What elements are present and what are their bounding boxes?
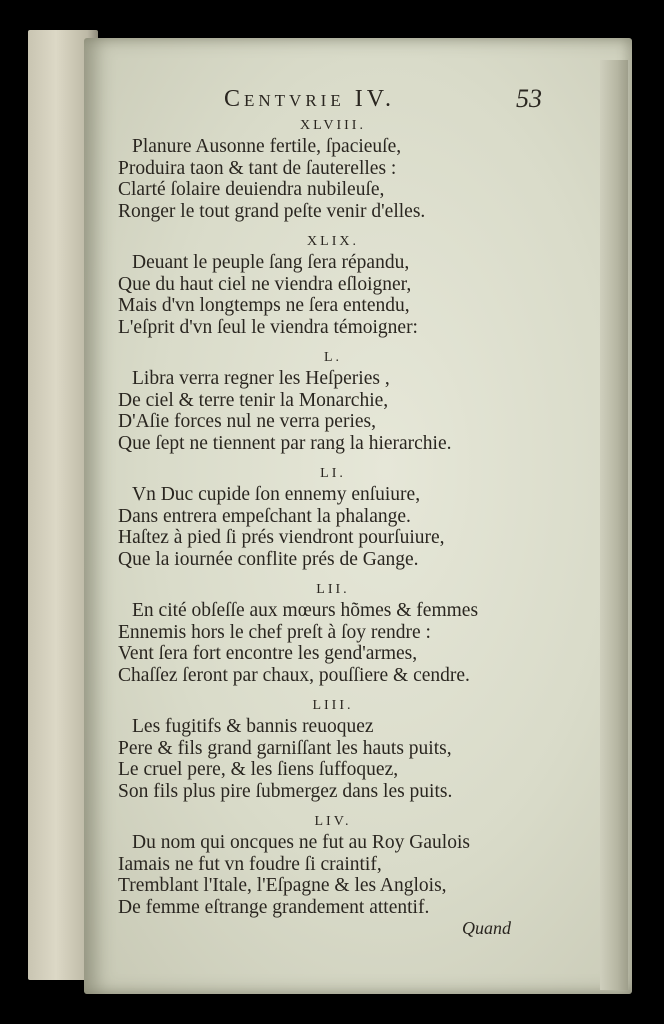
quatrain: [118, 116, 548, 222]
verse-line: Vent ſera fort encontre les gend'armes,: [118, 643, 418, 664]
quatrain-number: LIV.: [314, 814, 352, 829]
verse-line: Du nom qui oncques ne fut au Roy Gaulois: [132, 832, 470, 853]
verse-line: Que du haut ciel ne viendra eſloigner,: [118, 273, 412, 295]
verse-line: Haſtez à pied ſi prés viendront pourſuiure,: [118, 527, 445, 548]
verse-line: Planure Ausonne fertile, ſpacieuſe,: [132, 136, 402, 157]
quatrain-number: XLVIII.: [300, 118, 366, 133]
verse-line: Libra verra regner les Heſperies ,: [132, 368, 390, 389]
page-number: 53: [516, 84, 542, 113]
verse-line: Clarté ſolaire deuiendra nubileuſe,: [118, 179, 385, 200]
verse-line: Les fugitifs & bannis reuoquez: [132, 716, 374, 737]
verse-line: D'Aſie forces nul ne verra peries,: [118, 411, 376, 432]
verse-line: Pere & fils grand garniſſant les hauts puits,: [118, 737, 452, 759]
quatrain: [118, 812, 548, 918]
verse-line: Vn Duc cupide ſon ennemy enſuiure,: [132, 484, 421, 505]
quatrain: [118, 464, 548, 570]
verse-line: Ronger le tout grand peſte venir d'elles.: [118, 200, 426, 222]
verse-line: Ennemis hors le chef preſt à ſoy rendre :: [118, 621, 431, 643]
quatrain-number: XLIX.: [307, 234, 359, 249]
verse-line: Tremblant l'Itale, l'Eſpagne & les Anglois,: [118, 875, 447, 896]
verse-line: Son fils plus pire ſubmergez dans les puits.: [118, 780, 453, 802]
verse-line: Produira taon & tant de ſauterelles :: [118, 157, 397, 179]
verse-line: Mais d'vn longtemps ne ſera entendu,: [118, 295, 410, 316]
quatrain-number: LIII.: [312, 698, 354, 713]
verse-line: Iamais ne fut vn foudre ſi craintif,: [118, 853, 382, 875]
verse-line: En cité obſeſſe aux mœurs hõmes & femmes: [132, 600, 479, 621]
quatrain: [118, 348, 548, 454]
verse-line: Chaſſez ſeront par chaux, pouſſiere & cendre.: [118, 664, 470, 686]
quatrain-number: LI.: [320, 466, 346, 481]
quatrain: [118, 580, 548, 686]
running-head: Centvrie IV.: [224, 86, 395, 112]
page-content: [84, 38, 632, 994]
catchword: Quand: [462, 918, 511, 938]
verse-line: Le cruel pere, & les ſiens ſuffoquez,: [118, 759, 399, 780]
quatrain-number: L.: [323, 350, 343, 365]
quatrain: [118, 696, 548, 802]
quatrain: [118, 232, 548, 338]
verse-line: Que la iournée conflite prés de Gange.: [118, 548, 419, 570]
verse-line: De ciel & terre tenir la Monarchie,: [118, 389, 389, 411]
verse-line: Que ſept ne tiennent par rang la hierarchie.: [118, 432, 452, 454]
verse-line: De femme eſtrange grandement attentif.: [118, 896, 430, 918]
verse-line: Deuant le peuple ſang ſera répandu,: [132, 252, 410, 273]
verse-line: Dans entrera empeſchant la phalange.: [118, 505, 411, 527]
verse-line: L'eſprit d'vn ſeul le viendra témoigner:: [118, 316, 418, 338]
quatrain-number: LII.: [316, 582, 350, 597]
